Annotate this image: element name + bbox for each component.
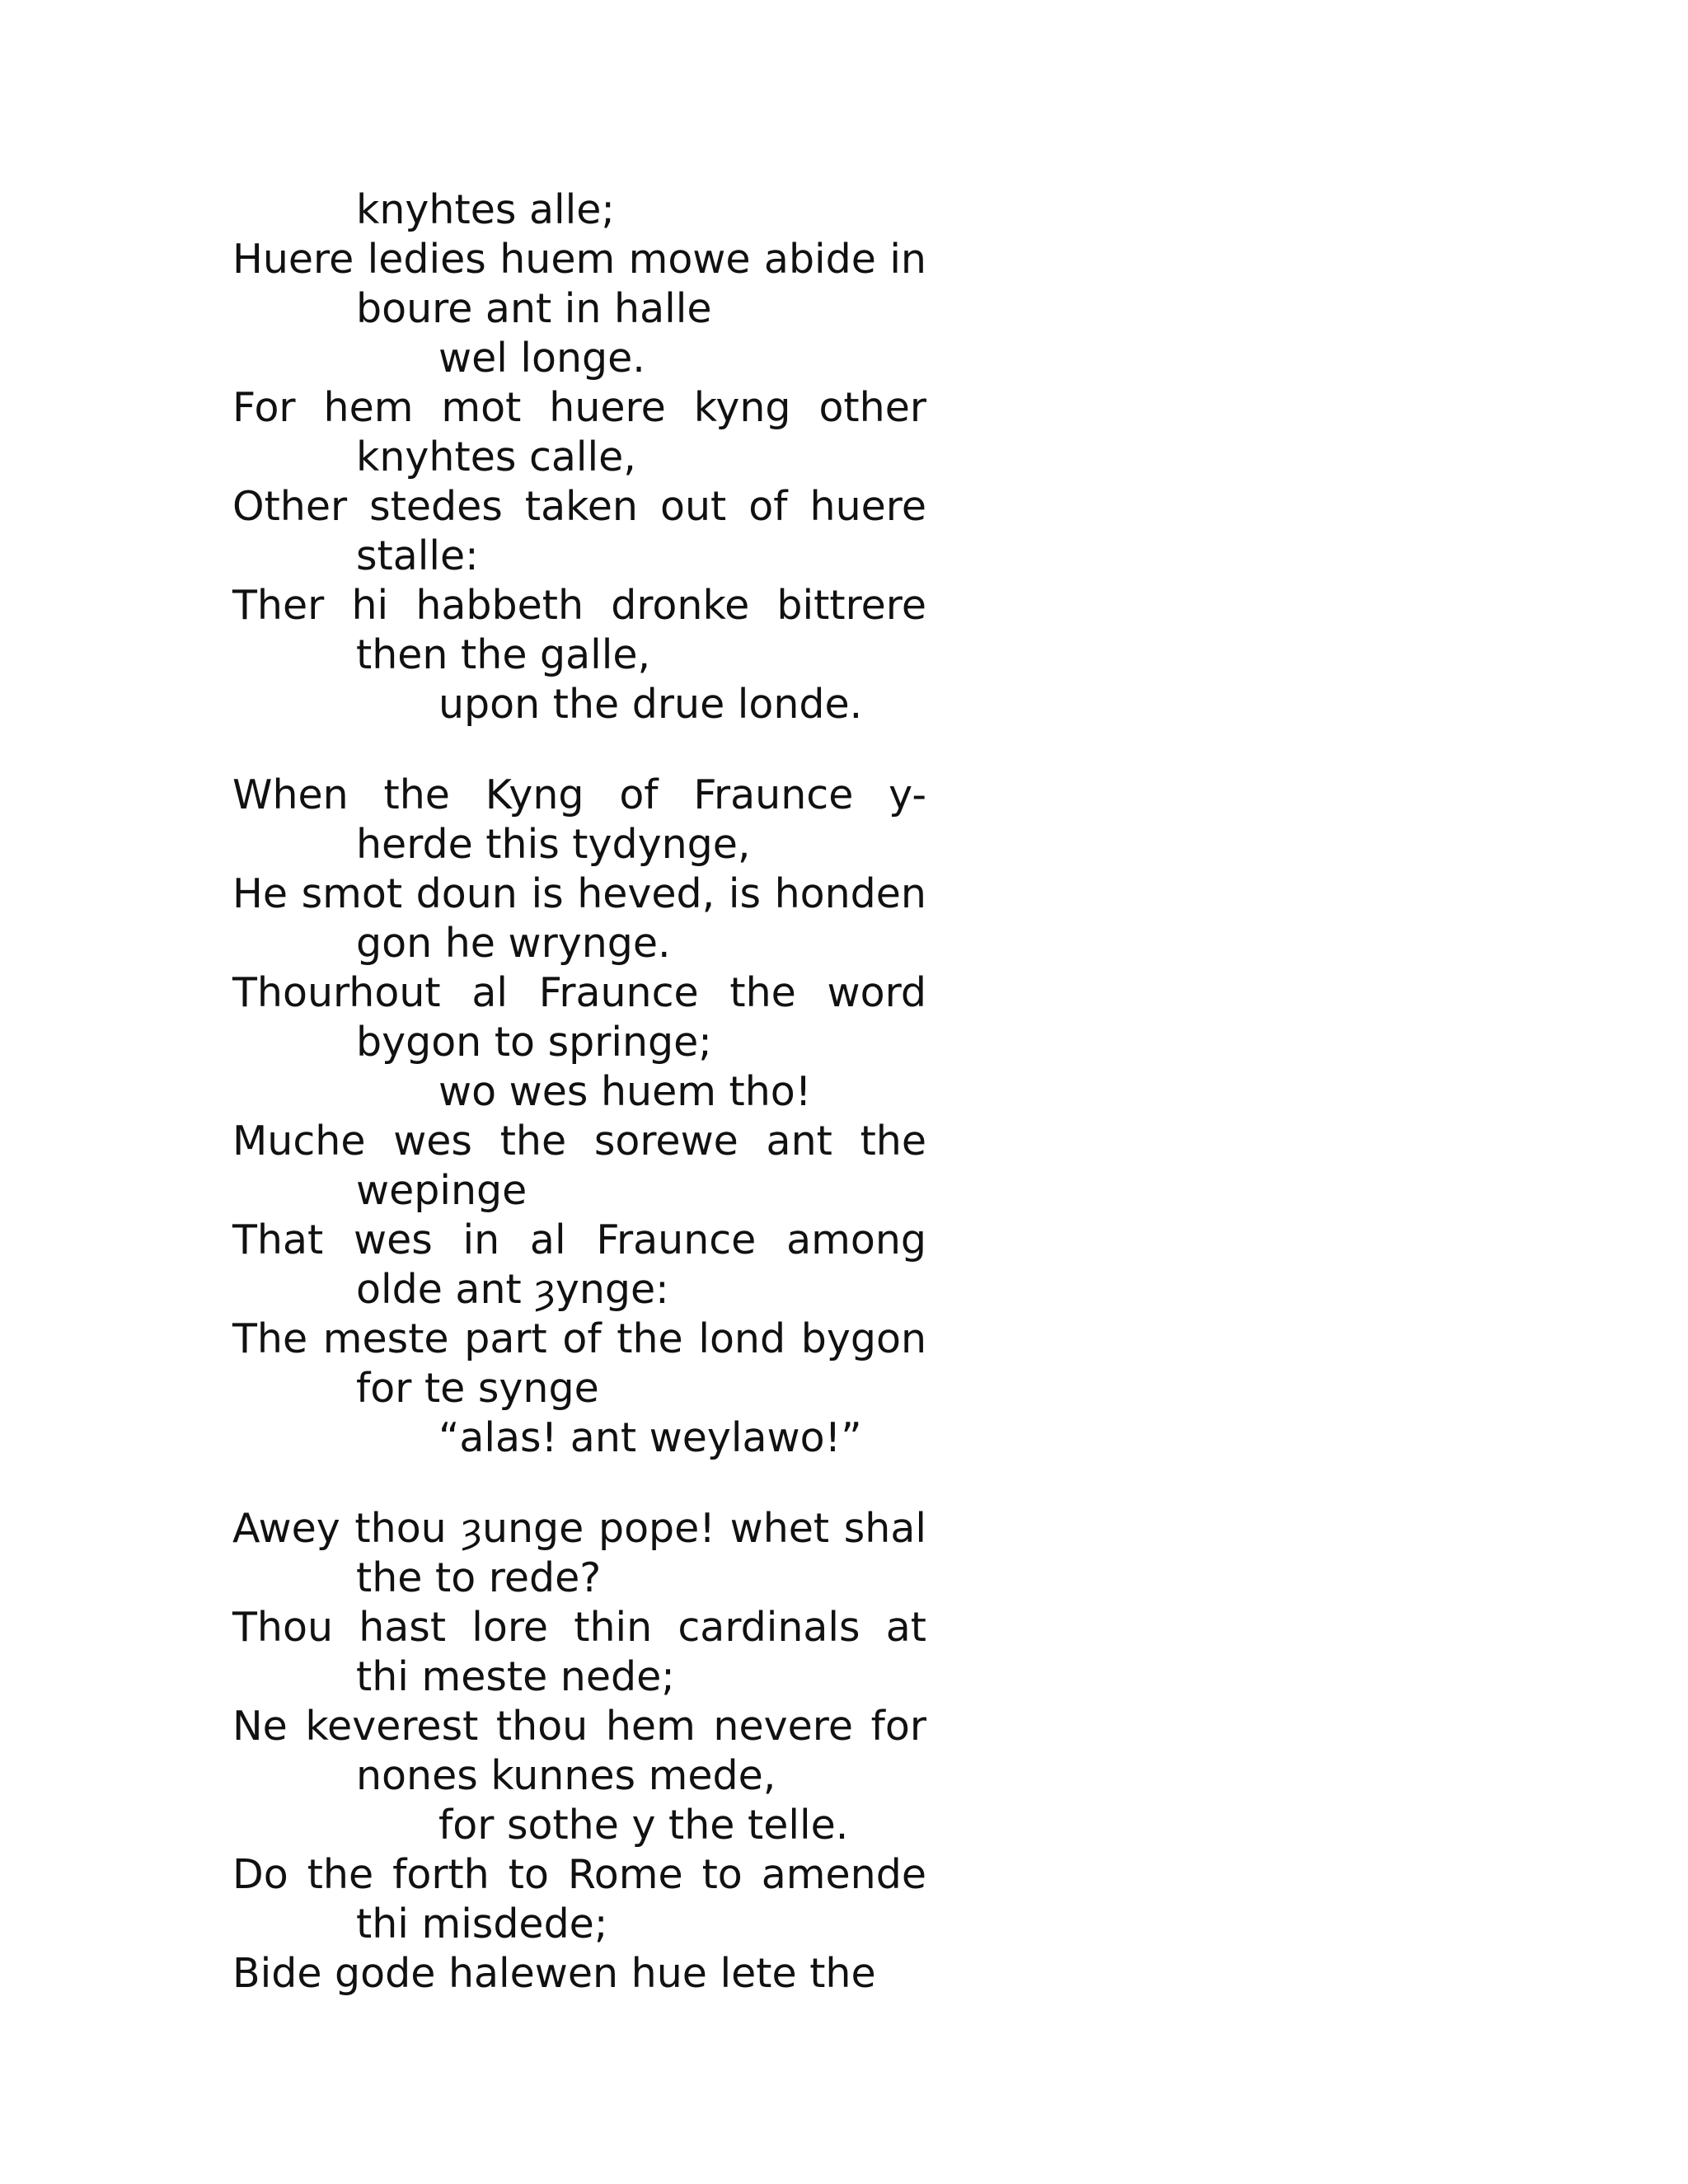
poem-bob-line: wel longe. — [438, 335, 645, 382]
poem-line: Huere ledies huem mowe abide in boure ant in halle — [232, 236, 926, 332]
poem-line: Ther hi habbeth dronke bittrere then the galle, — [232, 582, 926, 678]
poem-line: He smot doun is heved, is honden gon he wrynge. — [232, 870, 926, 967]
poem-line: Awey thou ȝunge pope! whet shal the to rede? — [232, 1505, 926, 1601]
poem-line: When the Kyng of Fraunce y-herde this tydynge, — [232, 771, 926, 868]
poem-line: Other stedes taken out of huere stalle: — [232, 483, 926, 579]
poem-line: knyhtes alle; — [356, 186, 615, 233]
poem-line: Thou hast lore thin cardinals at thi meste nede; — [232, 1604, 926, 1700]
poem-line: For hem mot huere kyng other knyhtes calle, — [232, 384, 926, 480]
poem-line: Muche wes the sorewe ant the wepinge — [232, 1118, 926, 1214]
stanza — [232, 1504, 926, 1999]
poem-line: The meste part of the lond bygon for te synge — [232, 1315, 926, 1412]
poem-line: Thourhout al Fraunce the word bygon to springe; — [232, 969, 926, 1066]
poem-bob-line: for sothe y the telle. — [438, 1802, 849, 1849]
poem-line: Bide gode halewen hue lete the — [232, 1950, 876, 1997]
stanza — [232, 185, 926, 729]
poem — [232, 185, 926, 1999]
stanza — [232, 771, 926, 1463]
poem-bob-line: wo wes huem tho! — [438, 1068, 812, 1115]
poem-line: That wes in al Fraunce among olde ant ȝynge: — [232, 1216, 926, 1313]
poem-line: Do the forth to Rome to amende thi misdede; — [232, 1851, 926, 1947]
poem-bob-line: “alas! ant weylawo!” — [438, 1414, 862, 1461]
poem-line: Ne keverest thou hem nevere for nones kunnes mede, — [232, 1703, 926, 1799]
poem-text-area — [232, 185, 926, 1997]
poem-bob-line: upon the drue londe. — [438, 681, 863, 728]
